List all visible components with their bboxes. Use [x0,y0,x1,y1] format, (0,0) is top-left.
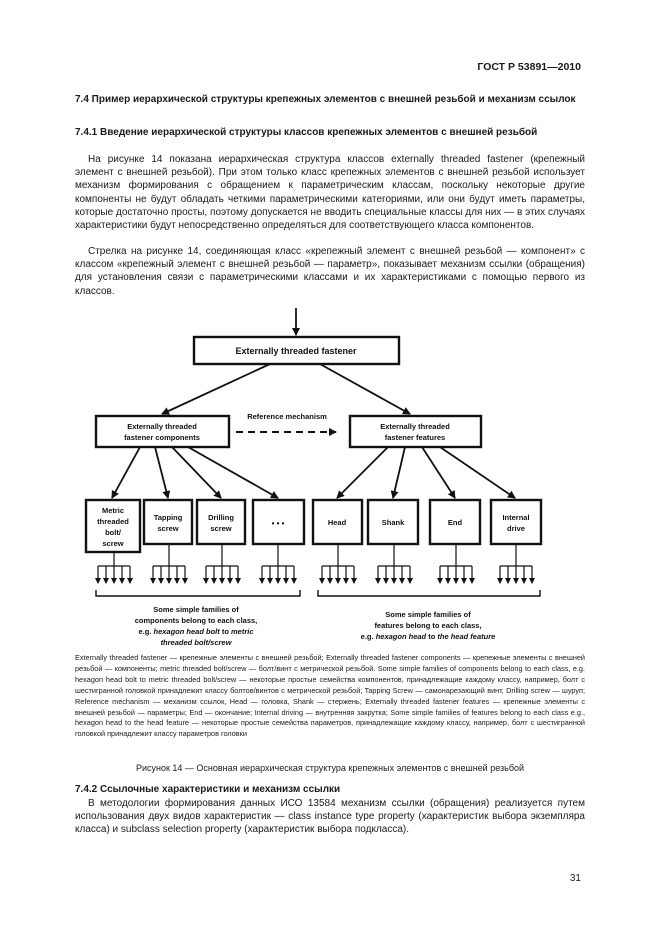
arrow-l-4 [188,447,278,498]
mechanism-label: Reference mechanism [247,412,327,421]
svg-text:Some simple families of: Some simple families of [153,605,239,614]
family-arrows [98,544,532,583]
svg-text:Tapping: Tapping [153,513,183,522]
svg-text:threaded: threaded [97,517,129,526]
svg-text:screw: screw [157,524,179,533]
svg-text:Internal: Internal [502,513,530,522]
arrow-r-2 [393,447,405,498]
figure-caption: Рисунок 14 — Основная иерархическая структура крепежных элементов с внешней резьбой [135,763,525,773]
arrow-r-1 [337,447,388,498]
section-7-4-2-title: 7.4.2 Ссылочные характеристики и механизм ссылки [75,784,341,795]
left-brace [96,590,300,596]
svg-text:e.g. hexagon head to the head: e.g. hexagon head to the head feature [360,632,496,641]
svg-text:Head: Head [327,518,347,527]
svg-text:Metric: Metric [101,506,125,515]
left-note [135,605,258,647]
leaf-tapping-screw [144,500,192,544]
root-label: Externally threaded fastener [235,346,357,356]
arrow-root-right [320,364,410,414]
page-number: 31 [569,873,581,884]
arrow-root-left [162,364,270,414]
section-7-4-1-title: 7.4.1 Введение иерархической структуры классов крепежных элементов с внешней резьбой [75,127,538,138]
svg-text:Shank: Shank [381,518,405,527]
section-7-4-2-para1: В методологии формирования данных ИСО 13584 механизм ссылки (обращения) реализуется путем использования двух видов характеристик — class instance type property (характеристик выбора экземпляра класса) и subclass selection property (характеристик выбора подкласса). [75,798,585,836]
section-7-4-1-para2: Стрелка на рисунке 14, соединяющая класс «крепежный элемент с внешней резьбой — компонент» с классом «крепежный элемент с внешней резьбой — параметр», показывает механизм ссылки (обращения) для установления связи с параметрическими классами и их характеристиками с помощью первого из классов. [75,246,585,297]
leaf-head [313,500,362,544]
arrow-l-2 [155,447,168,498]
arrow-r-4 [440,447,515,498]
svg-text:screw: screw [102,539,124,548]
svg-text:features belong to each class,: features belong to each class, [374,621,482,630]
leaf-end [430,500,480,544]
components-label-2: fastener components [124,433,200,442]
root-node [194,337,399,364]
standard-header: ГОСТ Р 53891—2010 [477,61,581,73]
arrow-l-3 [172,447,221,498]
right-note [361,610,496,641]
leaf-more [253,500,304,544]
leaf-drilling-screw [197,500,245,544]
svg-text:e.g. hexagon head bolt to metr: e.g. hexagon head bolt to metric [138,627,254,636]
figure-legend: Externally threaded fastener — крепежные элементы с внешней резьбой; Externally threaded fastener components — крепежные элементы с внешней резьбой — компоненты; metric threaded bolt/screw — болт/винт с метрической резьбой. Some simple families of components belong to each class, e.g. hexagon head bolt to metric threaded bolt/screw — некоторые простые семейства компонентов, принадлежащие каждому классу, например, болт с шестигранной головкой принадлежит классу болтов/винтов с метрической резьбой; Tapping Screw — самонарезающий винт, Drilling screw — шуруп; Reference mechanism — механизм ссылок, Head — головка, Shank — стержень; Externally threaded fastener features — крепежные элементы с внешней резьбой — параметры; End — окончание; Internal driving — внутренняя закрутка; Some simple families of features belong to each class e.g., hexagon head to the head feature — некоторые простые семейства параметров, принадлежащие каждому классу, например, болт с шестигранной головкой принадлежит классу параметров головки [75,653,585,739]
svg-text:threaded bolt/screw: threaded bolt/screw [160,638,232,647]
right-brace [318,590,540,596]
svg-text:screw: screw [210,524,232,533]
section-7-4-1-para1: На рисунке 14 показана иерархическая структура классов externally threaded fastener (крепежный элемент с внешней резьбой). При этом только класс крепежных элементов с внешней резьбой использует механизм формирования с обращением к параметрическим классам, поскольку некоторые другие компоненты не будут обладать четкими параметрическими категориями, или они будут иметь параметры, которые достаточно просты, поэтому допускается не вводить специальные классы для них — в этих случаях характеристики будут непосредственно определяться для соответствующего класса компонентов. [75,154,585,232]
leaf-internal-drive [491,500,541,544]
svg-text:• • •: • • • [271,519,285,528]
arrow-l-1 [112,447,140,498]
features-label-2: fastener features [384,433,446,442]
leaf-metric-bolt [86,500,140,552]
components-label-1: Externally threaded [127,422,197,431]
svg-text:drive: drive [507,524,525,533]
svg-text:End: End [447,518,463,527]
features-label-1: Externally threaded [380,422,450,431]
components-node [96,416,229,447]
features-node [350,416,481,447]
svg-text:Drilling: Drilling [208,513,234,522]
svg-text:bolt/: bolt/ [105,528,121,537]
svg-text:components belong to each clas: components belong to each class, [134,616,258,625]
leaf-shank [368,500,418,544]
svg-text:Some simple families of: Some simple families of [385,610,471,619]
section-7-4-title: 7.4 Пример иерархической структуры крепежных элементов с внешней резьбой и механизм ссылок [75,94,576,105]
